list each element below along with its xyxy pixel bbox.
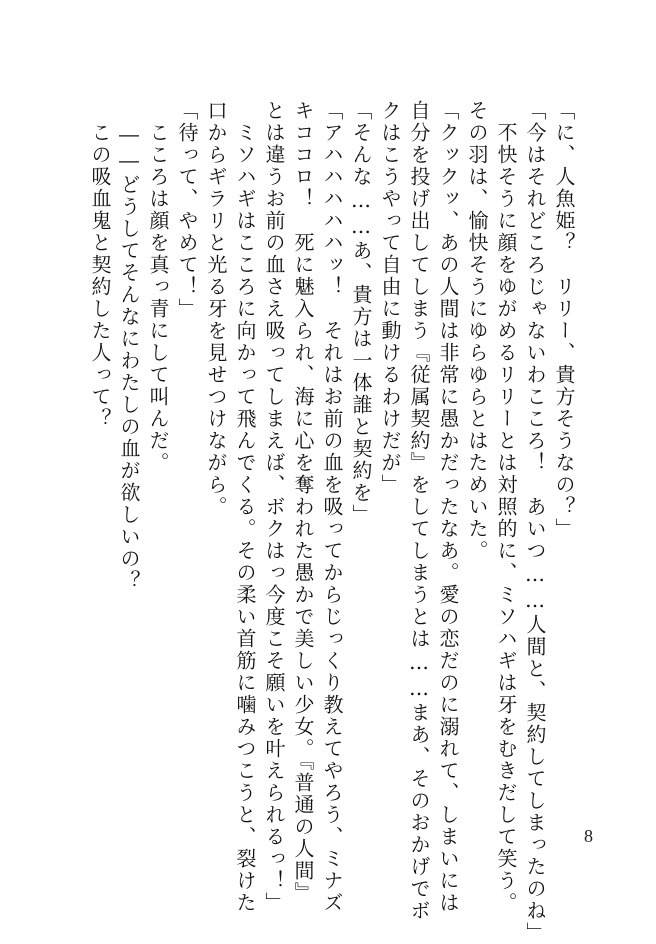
- text-line: 「アハハハハハッ！ それはお前の血を吸ってからじっくり教えてやろう、ミナズ: [320, 100, 344, 914]
- page-number: 8: [584, 826, 593, 846]
- text-line: こころは顔を真っ青にして叫んだ。: [146, 100, 170, 474]
- text-line: 口からギラリと光る牙を見せつけながら。: [204, 100, 228, 518]
- text-line: 「待って、やめて！」: [175, 100, 199, 320]
- text-line: 「クックッ、あの人間は非常に愚かだったなあ。愛の恋だのに溺れて、しまいには: [436, 100, 460, 914]
- text-line: その羽は、愉快そうにゆらゆらとはためいた。: [465, 100, 489, 562]
- text-line: キココロ！ 死に魅入られ、海に心を奪われた愚かで美しい少女。『普通の人間』: [291, 100, 315, 904]
- vertical-text-block: [88, 100, 576, 944]
- text-line: 「に、人魚姫？ リリー、貴方そうなの？」: [552, 100, 576, 540]
- text-line: クはこうやって自由に動けるわけだが」: [378, 100, 402, 496]
- text-line: ミソハギはこころに向かって飛んでくる。その柔い首筋に噛みつこうと、裂けた: [233, 100, 257, 914]
- text-line: 「今はそれどころじゃないわこころ！ あいつ……人間と、契約してしまったのね」: [523, 100, 547, 944]
- text-line: 自分を投げ出してしまう『従属契約』をしてしまうとは……まあ、そのおかげでボ: [407, 100, 431, 922]
- text-line: 不快そうに顔をゆがめるリリーとは対照的に、ミソハギは牙をむきだして笑う。: [494, 100, 518, 914]
- text-line: 「そんな……あ、貴方は一体誰と契約を」: [349, 100, 373, 526]
- text-line: この吸血鬼と契約した人って？: [88, 100, 112, 430]
- text-line: ――どうしてそんなにわたしの血が欲しいの？: [117, 100, 141, 592]
- text-line: とは違うお前の血さえ吸ってしまえば、ボクはっ今度こそ願いを叶えられるっ！」: [262, 100, 286, 914]
